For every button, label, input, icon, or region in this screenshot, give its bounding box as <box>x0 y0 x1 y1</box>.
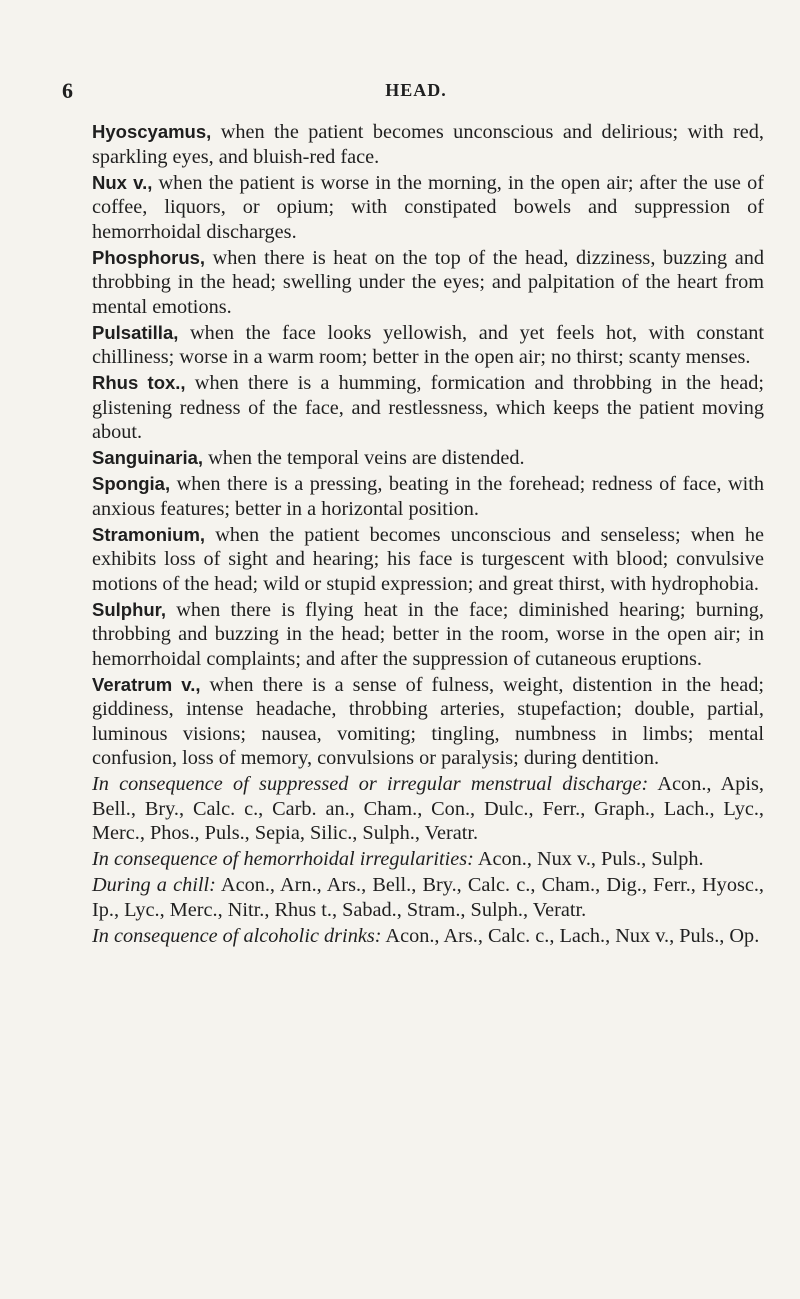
remedy-name: Pulsatilla, <box>92 321 179 343</box>
remedy-indication: when there is a sense of fulness, weight, distention in the head; giddiness, intense headache, throbbing arteries, stupefaction; double, partial, luminous visions; nausea, vomiting; tingling, numbness in limbs; mental confusion, loss of memory, convulsions or paralysis; during dentition. <box>92 673 764 769</box>
running-head: HEAD. <box>385 80 447 100</box>
remedy-indication: when the patient becomes unconscious and senseless; when he exhibits loss of sight and hearing; his face is turgescent with blood; convulsive motions of the head; wild or stupid expression; and great thirst, with hydrophobia. <box>92 523 764 595</box>
rubric-heading: In consequence of hemorrhoidal irregularities: <box>92 848 474 870</box>
remedy-name: Phosphorus, <box>92 246 206 268</box>
remedy-name: Stramonium, <box>92 523 206 545</box>
remedy-indication: when there is a pressing, beating in the forehead; redness of face, with anxious features; better in a horizontal position. <box>92 473 764 520</box>
rubric-entry <box>92 847 764 872</box>
page-number: 6 <box>62 78 73 103</box>
remedy-entry <box>92 171 764 245</box>
rubric-remedies: Acon., Apis, Bell., Bry., Calc. c., Carb. an., Cham., Con., Dulc., Ferr., Graph., Lach., Lyc., Merc., Phos., Puls., Sepia, Silic., Sulph., Veratr. <box>92 773 765 844</box>
remedy-entry <box>92 120 764 169</box>
remedy-indication: when the temporal veins are distended. <box>203 447 525 469</box>
remedy-indication: when there is heat on the top of the head, dizziness, buzzing and throbbing in the head; swelling under the eyes; and palpitation of the heart from mental emotions. <box>92 246 764 318</box>
page-header <box>62 78 770 104</box>
remedy-name: Spongia, <box>92 473 171 494</box>
remedy-indication: when the patient is worse in the morning, in the open air; after the use of coffee, liquors, or opium; with constipated bowels and suppression of hemorrhoidal discharges. <box>92 171 764 243</box>
remedy-name: Veratrum v., <box>92 673 201 695</box>
remedy-entry <box>92 246 764 320</box>
rubric-remedies: Acon., Arn., Ars., Bell., Bry., Calc. c., Cham., Dig., Ferr., Hyosc., Ip., Lyc., Merc., Nitr., Rhus t., Sabad., Stram., Sulph., Veratr. <box>92 874 764 921</box>
remedy-indication: when there is flying heat in the face; diminished hearing; burning, throbbing and buzzing in the head; better in the room, worse in the open air; in hemorrhoidal complaints; and after the suppression of cutaneous eruptions. <box>92 598 764 670</box>
rubric-heading: In consequence of suppressed or irregular menstrual discharge: <box>92 773 649 795</box>
remedy-entry <box>92 523 764 597</box>
rubric-entry <box>92 924 764 949</box>
rubric-entry <box>92 772 764 846</box>
rubric-remedies: Acon., Ars., Calc. c., Lach., Nux v., Puls., Op. <box>381 924 760 947</box>
remedy-name: Sanguinaria, <box>92 447 204 468</box>
remedy-name: Rhus tox., <box>92 372 186 393</box>
remedy-name: Sulphur, <box>92 598 166 620</box>
rubric-entry <box>92 873 764 922</box>
page-body <box>92 120 764 950</box>
remedy-name: Nux v., <box>92 171 153 193</box>
remedy-entry <box>92 673 764 771</box>
remedy-entry <box>92 598 764 672</box>
remedy-entry <box>92 446 764 471</box>
remedy-indication: when the face looks yellowish, and yet feels hot, with constant chilliness; worse in a warm room; better in the open air; no thirst; scanty menses. <box>92 321 764 368</box>
remedy-entry <box>92 472 764 521</box>
remedy-indication: when there is a humming, formication and throbbing in the head; glistening redness of the face, and restlessness, which keeps the patient moving about. <box>92 372 765 443</box>
remedy-entry <box>92 321 764 370</box>
remedy-name: Hyoscyamus, <box>92 121 212 142</box>
remedy-entry <box>92 371 764 445</box>
rubric-remedies: Acon., Nux v., Puls., Sulph. <box>473 848 704 870</box>
rubric-heading: During a chill: <box>92 874 216 896</box>
remedy-indication: when the patient becomes unconscious and delirious; with red, sparkling eyes, and bluish-red face. <box>92 121 764 168</box>
rubric-heading: In consequence of alcoholic drinks: <box>92 924 382 947</box>
